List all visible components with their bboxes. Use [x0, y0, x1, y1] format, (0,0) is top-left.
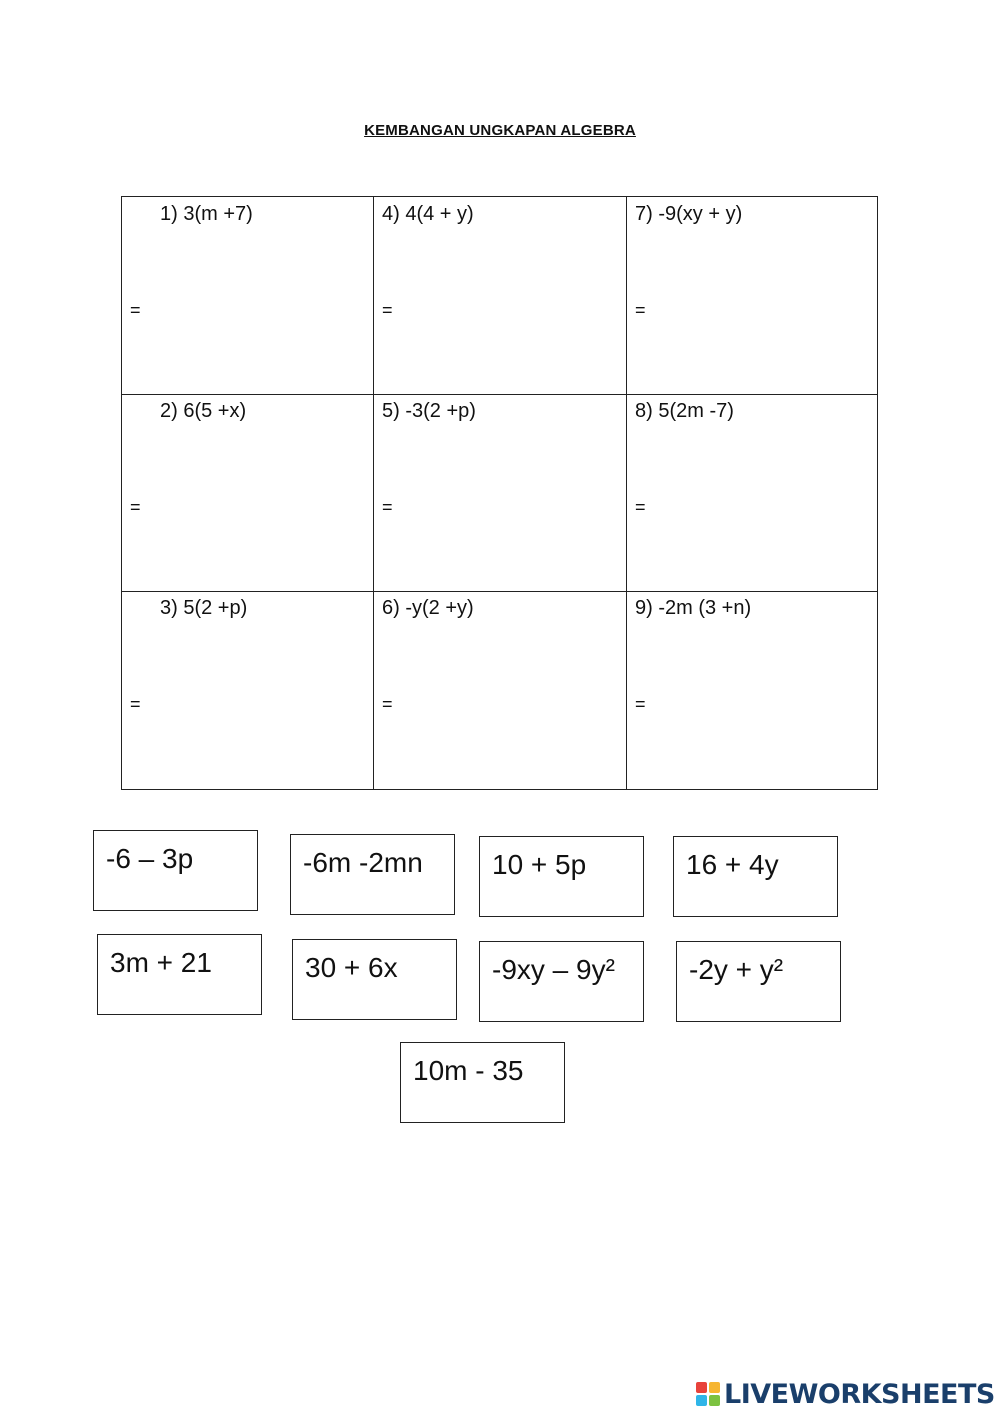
answer-slot: =	[382, 300, 393, 320]
question-label: 9) -2m (3 +n)	[635, 597, 752, 619]
question-label: 6) -y(2 +y)	[382, 597, 474, 619]
question-cell-6[interactable]	[374, 591, 626, 788]
question-cell-5[interactable]	[374, 394, 626, 591]
question-label: 8) 5(2m -7)	[635, 400, 734, 422]
logo-square-icon	[696, 1395, 707, 1406]
question-label: 4) 4(4 + y)	[382, 203, 474, 225]
answer-slot: =	[130, 694, 141, 714]
question-cell-8[interactable]	[627, 394, 879, 591]
question-cell-9[interactable]	[627, 591, 879, 788]
answer-card[interactable]: 3m + 21	[97, 934, 262, 1015]
answer-slot: =	[130, 300, 141, 320]
question-cell-2[interactable]	[122, 394, 374, 591]
answer-card[interactable]: -2y + y²	[676, 941, 841, 1022]
answer-card[interactable]: 30 + 6x	[292, 939, 457, 1020]
question-label: 7) -9(xy + y)	[635, 203, 743, 225]
logo-square-icon	[709, 1395, 720, 1406]
question-label: 5) -3(2 +p)	[382, 400, 476, 422]
logo-square-icon	[696, 1382, 707, 1393]
liveworksheets-logo	[696, 1378, 995, 1410]
question-label: 3) 5(2 +p)	[160, 597, 248, 619]
question-label: 1) 3(m +7)	[160, 203, 253, 225]
answer-slot: =	[382, 497, 393, 517]
answer-slot: =	[635, 694, 646, 714]
answer-card[interactable]: -9xy – 9y²	[479, 941, 644, 1022]
answer-card[interactable]: 10 + 5p	[479, 836, 644, 917]
answer-card[interactable]: 16 + 4y	[673, 836, 838, 917]
question-grid	[121, 196, 878, 790]
answer-slot: =	[635, 300, 646, 320]
answer-card[interactable]: -6m -2mn	[290, 834, 455, 915]
answer-slot: =	[635, 497, 646, 517]
question-cell-3[interactable]	[122, 591, 374, 788]
worksheet-title: KEMBANGAN UNGKAPAN ALGEBRA	[364, 122, 636, 139]
logo-text: LIVEWORKSHEETS	[724, 1378, 995, 1410]
answer-slot: =	[382, 694, 393, 714]
logo-square-icon	[709, 1382, 720, 1393]
question-cell-4[interactable]	[374, 197, 626, 394]
answer-card[interactable]: -6 – 3p	[93, 830, 258, 911]
answer-card[interactable]: 10m - 35	[400, 1042, 565, 1123]
question-cell-1[interactable]	[122, 197, 374, 394]
question-label: 2) 6(5 +x)	[160, 400, 247, 422]
answer-slot: =	[130, 497, 141, 517]
logo-icon	[696, 1382, 720, 1406]
question-cell-7[interactable]	[627, 197, 879, 394]
